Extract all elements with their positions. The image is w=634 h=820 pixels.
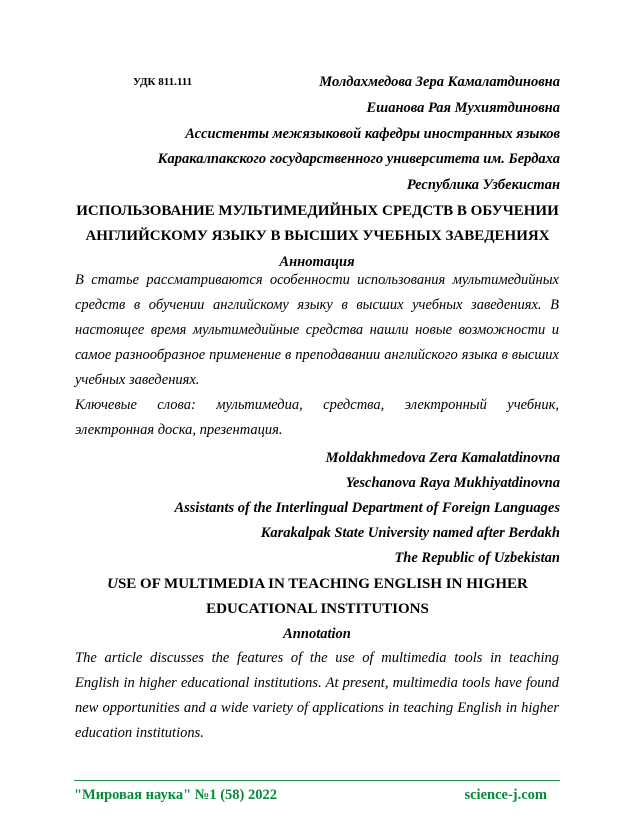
annotation-ru-line-3: настоящее время мультимедийные средства нашли новые возможности и	[75, 322, 559, 338]
article-title-en-line-2: EDUCATIONAL INSTITUTIONS	[206, 601, 429, 617]
affiliation-ru-2: Каракалпакского государственного университета им. Бердаха	[157, 151, 560, 167]
author-name-en-2: Yeschanova Raya Mukhiyatdinovna	[345, 475, 560, 491]
article-title-en-line-1	[40, 576, 595, 593]
annotation-ru-line-5: учебных заведениях.	[75, 372, 200, 388]
annotation-ru-line-2: средств в обучении английскому языку в высших учебных заведениях. В	[75, 297, 559, 313]
author-name-ru-1: Молдахмедова Зера Камалатдиновна	[319, 74, 560, 90]
annotation-ru-line-4: самое разнообразное применение в преподавании английского языка в высших	[75, 347, 559, 363]
title-en-first-letter: U	[107, 576, 118, 592]
annotation-text-ru	[75, 268, 559, 443]
author-name-en-1: Moldakhmedova Zera Kamalatdinovna	[325, 450, 560, 466]
footer-journal: "Мировая наука" №1 (58) 2022	[74, 787, 277, 803]
affiliation-ru-1: Ассистенты межязыковой кафедры иностранных языков	[185, 126, 560, 142]
author-name-ru-2: Ешанова Рая Мухиятдиновна	[366, 100, 560, 116]
affiliation-en-3: The Republic of Uzbekistan	[394, 550, 560, 566]
article-title-ru-line-2: АНГЛИЙСКОМУ ЯЗЫКУ В ВЫСШИХ УЧЕБНЫХ ЗАВЕДЕНИЯХ	[85, 228, 550, 244]
annotation-en-line-1: The article discusses the features of the use of multimedia tools in teaching	[75, 650, 559, 666]
keywords-ru-line-2: электронная доска, презентация.	[75, 422, 283, 438]
annotation-en-line-4: education institutions.	[75, 725, 204, 741]
footer-divider	[74, 780, 560, 781]
footer-site: science-j.com	[464, 787, 547, 803]
keywords-ru-line-1: Ключевые слова: мультимедиа, средства, электронный учебник,	[75, 397, 559, 413]
annotation-en-line-2: English in higher educational institutions. At present, multimedia tools have found	[75, 675, 559, 691]
udk-code: УДК 811.111	[133, 76, 193, 88]
annotation-ru-line-1: В статье рассматриваются особенности использования мультимедийных	[75, 272, 559, 288]
annotation-heading-ru: Аннотация	[279, 254, 355, 270]
article-title-ru-line-1: ИСПОЛЬЗОВАНИЕ МУЛЬТИМЕДИЙНЫХ СРЕДСТВ В ОБУЧЕНИИ	[76, 203, 559, 219]
annotation-text-en	[75, 646, 559, 746]
affiliation-en-2: Karakalpak State University named after Berdakh	[260, 525, 560, 541]
annotation-en-line-3: new opportunities and a wide variety of applications in teaching English in higher	[75, 700, 559, 716]
affiliation-en-1: Assistants of the Interlingual Department of Foreign Languages	[174, 500, 560, 516]
title-en-line-1-rest: SE OF MULTIMEDIA IN TEACHING ENGLISH IN HIGHER	[117, 576, 528, 592]
affiliation-ru-3: Республика Узбекистан	[406, 177, 560, 193]
annotation-heading-en: Annotation	[283, 626, 351, 642]
